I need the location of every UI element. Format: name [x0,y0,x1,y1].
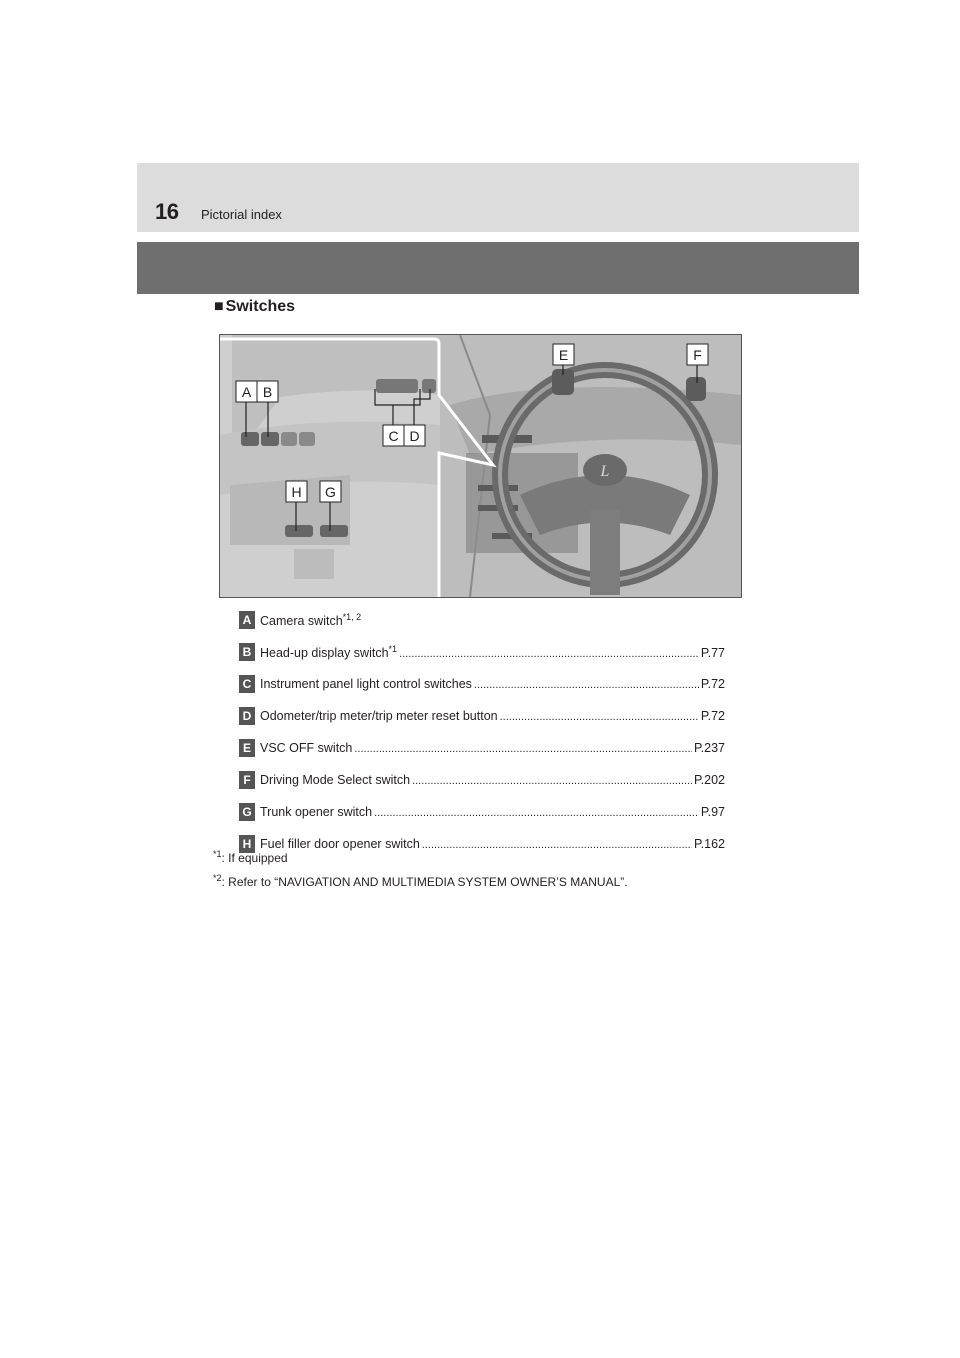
subheading-title: Switches [225,298,296,315]
callout-d: D [409,428,420,444]
footnote-mark: *1 [213,849,222,859]
dot-leader [422,839,692,851]
legend-item [239,764,725,796]
legend-footnote-mark: *1, 2 [342,611,362,622]
footnote-2 [213,873,628,889]
dot-leader [474,679,699,691]
page-reference: P.237 [693,741,725,755]
legend-letter: C [239,675,255,693]
subheading-marker: ■ [214,298,224,315]
callout-f: F [693,347,702,363]
svg-text:L: L [600,463,610,480]
legend-item [239,828,725,860]
legend-letter: A [239,611,255,629]
legend-label: Head-up display switch [260,646,389,661]
legend-letter: B [239,643,255,661]
callout-c: C [388,428,399,444]
subheading [214,298,295,316]
legend-letter: E [239,739,255,757]
page-reference: P.202 [693,773,725,787]
legend-footnote-mark: *1 [388,643,398,654]
legend-label: Driving Mode Select switch [260,773,411,787]
legend-item [239,604,725,636]
footnote-1 [213,849,288,865]
legend-letter: G [239,803,255,821]
dashboard-drawing [220,335,741,597]
legend-label: Trunk opener switch [260,805,373,819]
switch-legend [239,604,725,860]
callout-h: H [291,484,302,500]
legend-label: Fuel filler door opener switch [260,837,420,851]
page-reference: P.72 [700,709,725,723]
footnote-mark: *2 [213,873,222,883]
legend-letter: H [239,835,255,853]
page-header [137,163,859,232]
callout-e: E [558,347,569,363]
legend-item [239,796,725,828]
legend-letter: D [239,707,255,725]
legend-item [239,732,725,764]
legend-item [239,636,725,668]
dot-leader [500,711,699,723]
legend-label: Odometer/trip meter/trip meter reset button [260,709,498,723]
section-title: Pictorial index [201,207,282,222]
dot-leader [399,648,699,660]
dot-leader [354,743,692,755]
dot-leader [412,775,692,787]
page-reference: P.72 [700,677,725,691]
legend-item [239,700,725,732]
page-reference: P.162 [693,837,725,851]
legend-letter: F [239,771,255,789]
footnote-text: : If equipped [221,851,288,865]
header-band [137,242,859,294]
legend-label: VSC OFF switch [260,741,353,755]
page-reference: P.97 [700,805,725,819]
page-number: 16 [155,199,179,224]
dot-leader [374,807,699,819]
page-reference: P.77 [700,646,725,661]
footnote-text: : Refer to “NAVIGATION AND MULTIMEDIA SYSTEM OWNER’S MANUAL”. [221,875,628,889]
switches-illustration [219,334,742,598]
callout-a: A [241,384,252,400]
legend-label: Instrument panel light control switches [260,677,472,691]
legend-label: Camera switch [260,614,343,629]
callout-g: G [325,484,336,500]
callout-b: B [262,384,273,400]
legend-item [239,668,725,700]
